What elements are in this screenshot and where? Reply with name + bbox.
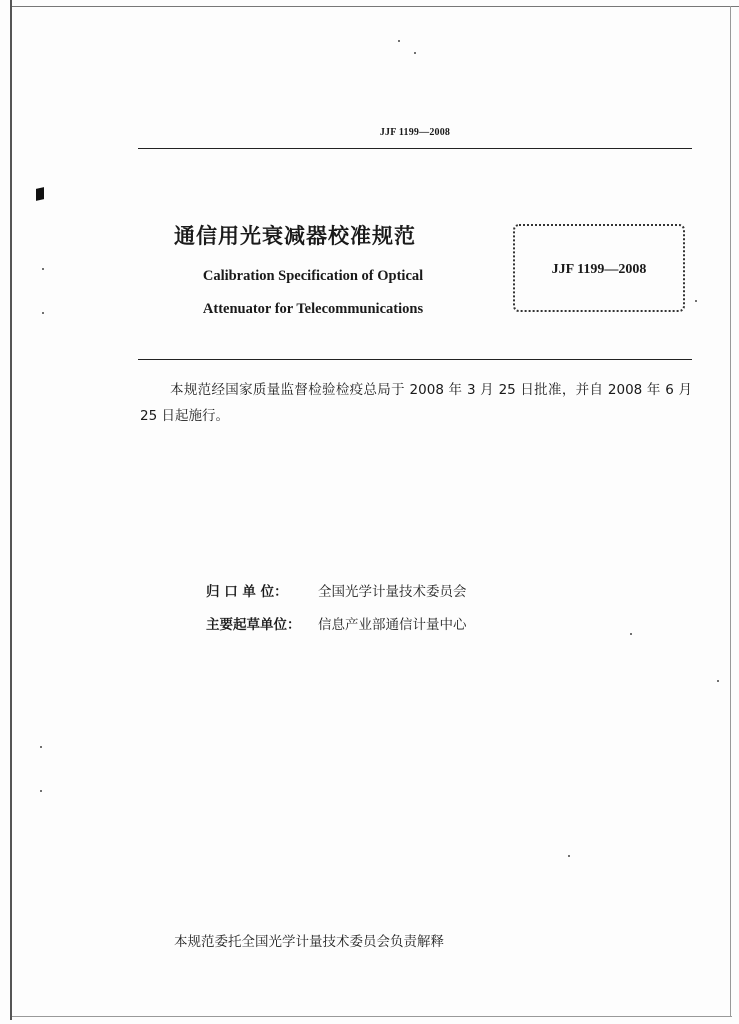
title-english-line-1: Calibration Specification of Optical xyxy=(202,268,424,284)
title-chinese: 通信用光衰减器校准规范 xyxy=(174,224,416,248)
scan-speck xyxy=(42,268,44,270)
title-rule xyxy=(138,359,692,360)
title-english-line-2: Attenuator for Telecommunications xyxy=(202,301,424,317)
scan-speck xyxy=(695,300,697,302)
scan-mark xyxy=(36,187,44,201)
interpretation-note: 本规范委托全国光学计量技术委员会负责解释 xyxy=(174,934,444,950)
standard-code-box xyxy=(513,224,685,312)
scan-speck xyxy=(398,40,400,42)
scan-speck xyxy=(414,52,416,54)
scan-speck xyxy=(630,633,632,635)
scan-speck xyxy=(717,680,719,682)
standard-code: JJF 1199—2008 xyxy=(551,262,647,277)
header-rule xyxy=(138,148,692,149)
org-label: 归 口 单 位： xyxy=(206,584,288,600)
responsible-organization xyxy=(206,580,467,600)
scan-speck xyxy=(40,790,42,792)
org-value: 信息产业部通信计量中心 xyxy=(318,617,467,633)
scan-speck xyxy=(42,312,44,314)
scan-speck xyxy=(568,855,570,857)
scan-edge-right xyxy=(730,6,731,1016)
drafting-organization xyxy=(206,613,467,633)
header-standard-code: JJF 1199—2008 xyxy=(379,127,451,138)
scan-edge-left xyxy=(10,0,12,1020)
approval-statement: 本规范经国家质量监督检验检疫总局于 2008 年 3 月 25 日批准，并自 2008 年 6 月 25 日起施行。 xyxy=(140,382,692,424)
scan-edge-top xyxy=(12,6,739,7)
scan-speck xyxy=(40,746,42,748)
org-value: 全国光学计量技术委员会 xyxy=(318,584,467,600)
org-label: 主要起草单位： xyxy=(206,617,301,633)
scan-edge-bottom xyxy=(12,1016,732,1017)
